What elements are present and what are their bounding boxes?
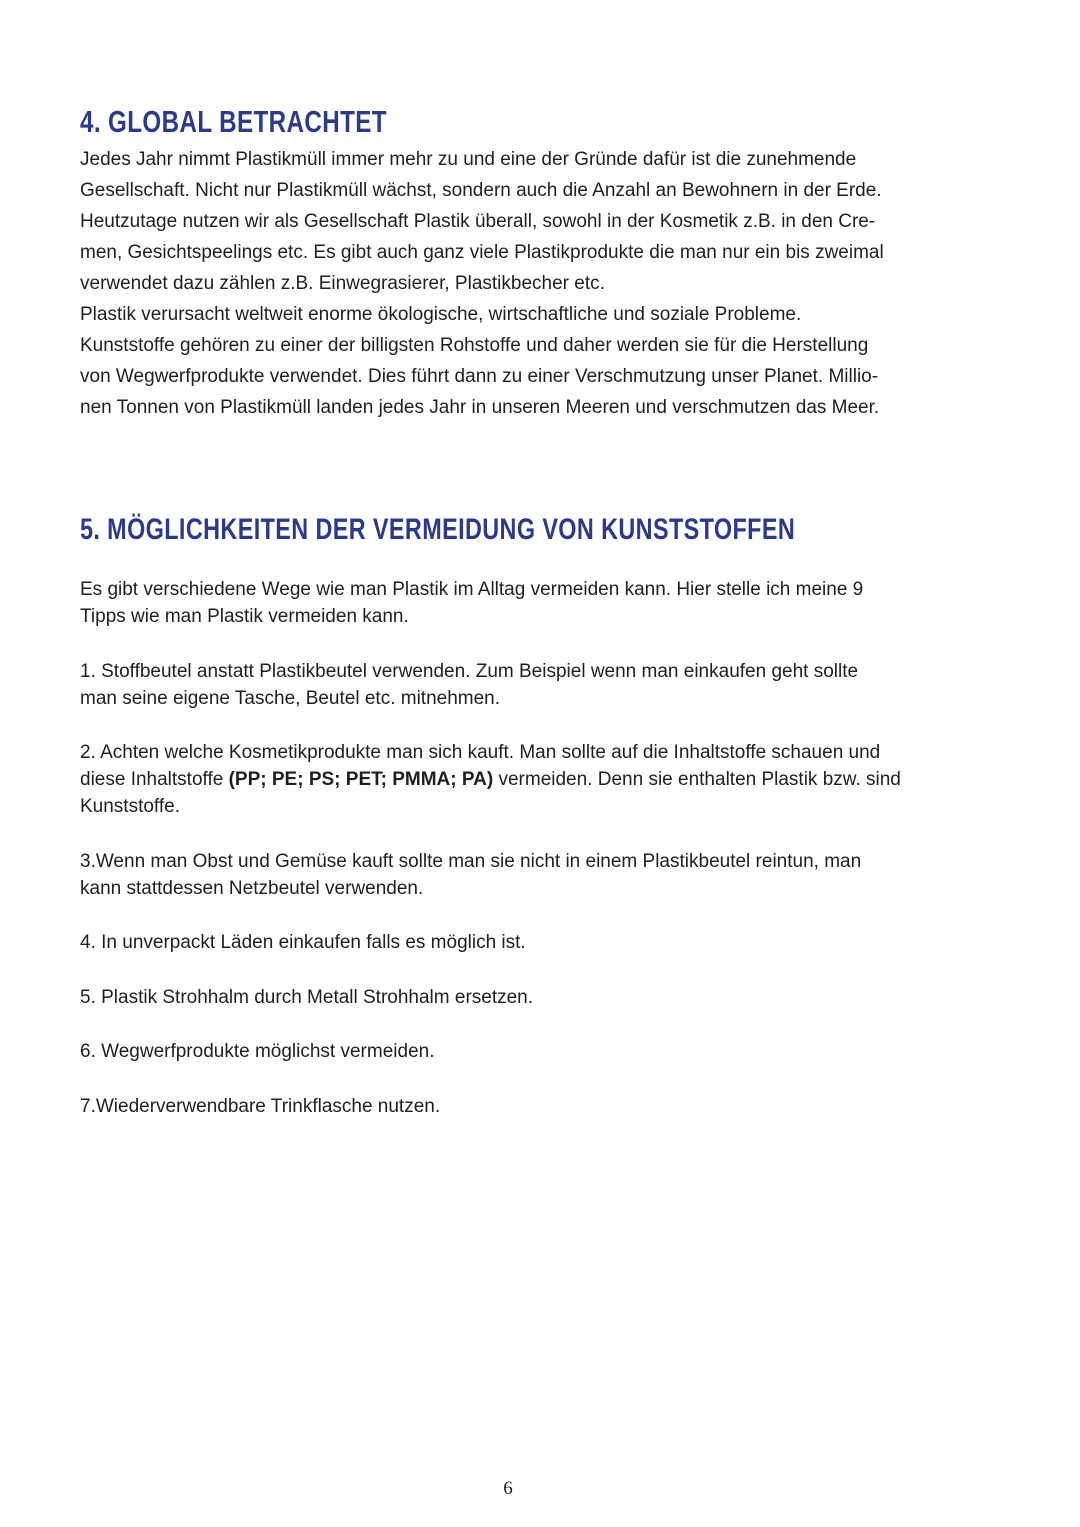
tip-5 [80,984,1000,1011]
text-line: 4. In unverpackt Läden einkaufen falls es möglich ist. [80,932,526,953]
text-line: kann stattdessen Netzbeutel verwenden. [80,878,424,899]
text-line: verwendet dazu zählen z.B. Einwegrasierer, Plastikbecher etc. [80,273,605,294]
tip-4 [80,929,1000,956]
tip-2 [80,739,1000,820]
bold-ingredients: (PP; PE; PS; PET; PMMA; PA) [228,769,494,790]
text-line: Heutzutage nutzen wir als Gesellschaft Plastik überall, sowohl in der Kosmetik z.B. in den Cre- [80,211,876,232]
section-4-heading: 4. GLOBAL BETRACHTET [80,104,387,139]
text-line: von Wegwerfprodukte verwendet. Dies führt dann zu einer Verschmutzung unser Planet. Millio- [80,366,879,387]
text-line: men, Gesichtspeelings etc. Es gibt auch ganz viele Plastikprodukte die man nur ein bis zweimal [80,242,884,263]
text-line: Tipps wie man Plastik vermeiden kann. [80,606,409,627]
text-line: nen Tonnen von Plastikmüll landen jedes Jahr in unseren Meeren und verschmutzen das Meer. [80,397,880,418]
text-segment: vermeiden. Denn sie enthalten Plastik bzw. sind [493,769,901,790]
page-number: 6 [503,1478,513,1499]
text-line: man seine eigene Tasche, Beutel etc. mitnehmen. [80,688,501,709]
text-line: 7.Wiederverwendbare Trinkflasche nutzen. [80,1096,441,1117]
text-line: Gesellschaft. Nicht nur Plastikmüll wächst, sondern auch die Anzahl an Bewohnern in der Erde. [80,180,882,201]
text-line: 1. Stoffbeutel anstatt Plastikbeutel verwenden. Zum Beispiel wenn man einkaufen geht sollte [80,661,859,682]
section-5-heading: 5. MÖGLICHKEITEN DER VERMEIDUNG VON KUNSTSTOFFEN [80,513,796,546]
tip-3 [80,848,1000,902]
text-line: Plastik verursacht weltweit enorme ökologische, wirtschaftliche und soziale Probleme. [80,304,802,325]
text-line [80,766,1000,793]
tip-7 [80,1093,1000,1120]
section-4-body [80,144,1000,423]
text-line: 5. Plastik Strohhalm durch Metall Strohhalm ersetzen. [80,987,534,1008]
text-line: Kunststoffe. [80,796,180,817]
text-line: Kunststoffe gehören zu einer der billigsten Rohstoffe und daher werden sie für die Herstellung [80,335,869,356]
text-line: Es gibt verschiedene Wege wie man Plastik im Alltag vermeiden kann. Hier stelle ich meine 9 [80,579,864,600]
text-line: Jedes Jahr nimmt Plastikmüll immer mehr zu und eine der Gründe dafür ist die zunehmende [80,149,857,170]
tip-6 [80,1038,1000,1065]
text-line: 2. Achten welche Kosmetikprodukte man sich kauft. Man sollte auf die Inhaltstoffe schauen und [80,742,881,763]
text-line: 3.Wenn man Obst und Gemüse kauft sollte man sie nicht in einem Plastikbeutel reintun, man [80,851,862,872]
section-5-intro [80,576,1000,630]
tip-1 [80,658,1000,712]
text-segment: diese Inhaltstoffe [80,769,229,790]
text-line: 6. Wegwerfprodukte möglichst vermeiden. [80,1041,435,1062]
